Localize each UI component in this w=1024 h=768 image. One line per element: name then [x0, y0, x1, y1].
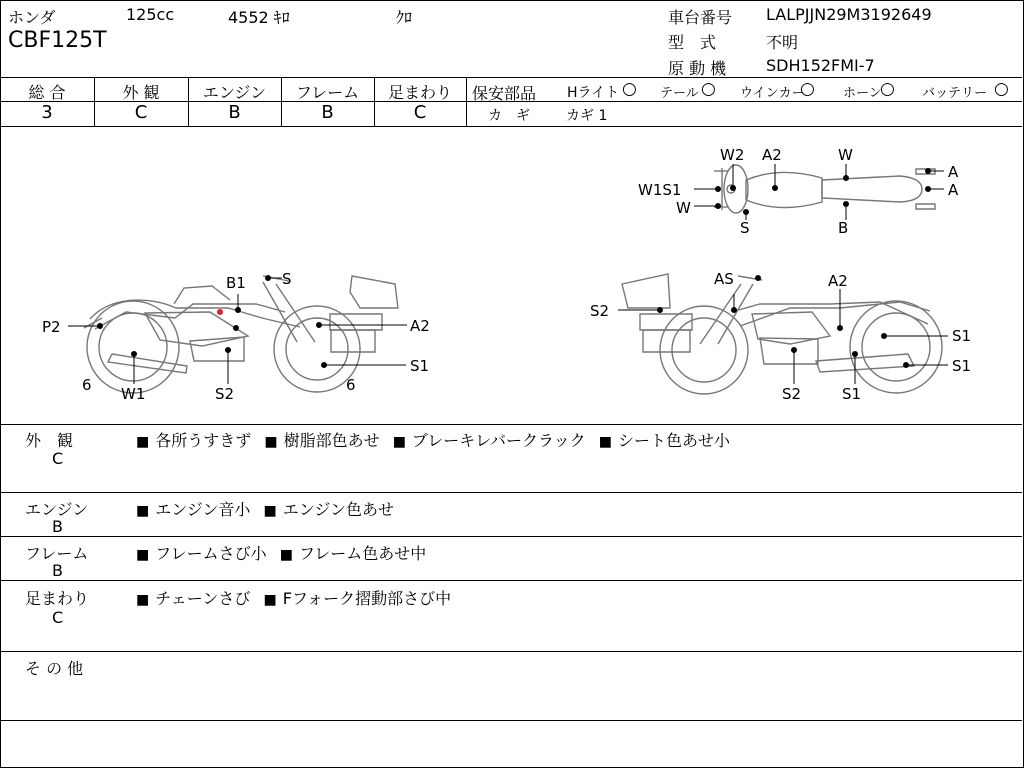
- section-frame-items: ■ フレームさび小 ■ フレーム色あせ中: [136, 544, 427, 563]
- section-engine-grade: B: [52, 517, 63, 536]
- headlight-label: Hライト: [567, 85, 620, 101]
- frame-grade: B: [321, 102, 334, 123]
- marker-lines: [68, 164, 948, 384]
- label-s2-left: S2: [215, 385, 235, 403]
- frame-no: LALPJJN29M3192649: [766, 5, 932, 24]
- engine-item-1: エンジン音小: [155, 500, 251, 519]
- headlight-status: ○: [622, 79, 637, 99]
- key-value: カギ 1: [566, 108, 608, 124]
- label-a2-top: A2: [762, 146, 782, 164]
- motorcycle-top-view: [714, 165, 935, 213]
- model-name: CBF125T: [8, 28, 107, 53]
- label-w-left: W: [676, 199, 691, 217]
- suspension-item-1: チェーンさび: [155, 589, 251, 608]
- section-exterior-items: ■ 各所うすきず ■ 樹脂部色あせ ■ ブレーキレバークラック ■ シート色あせ小: [136, 431, 731, 450]
- label-a1-top: A: [948, 163, 959, 181]
- safety-label: 保安部品: [472, 84, 537, 103]
- label-s1-left: S1: [410, 357, 430, 375]
- label-s-top: S: [740, 219, 750, 237]
- label-s1-right-a: S1: [952, 327, 972, 345]
- maker: ホンダ: [8, 8, 56, 27]
- type-value: 不明: [766, 33, 799, 52]
- label-a2b-top: A: [948, 181, 959, 199]
- label-s1-right-c: S1: [842, 385, 862, 403]
- winker-status: ○: [800, 79, 815, 99]
- frame-no-label: 車台番号: [668, 8, 733, 27]
- label-s1-right-b: S1: [952, 357, 972, 375]
- section-exterior-title: 外 観: [25, 431, 74, 450]
- suspension-grade-label: 足まわり: [387, 83, 452, 102]
- label-6b: 6: [346, 376, 356, 394]
- tail-status: ○: [701, 79, 716, 99]
- section-suspension-title: 足まわり: [25, 589, 90, 608]
- section-suspension-grade: C: [52, 608, 64, 627]
- label-b1: B1: [226, 274, 246, 292]
- section-exterior-grade: C: [52, 449, 64, 468]
- suspension-grade: C: [413, 102, 427, 123]
- label-p2: P2: [42, 318, 61, 336]
- label-w-top: W: [838, 146, 853, 164]
- label-6a: 6: [82, 376, 92, 394]
- overall-grade: 3: [41, 102, 53, 123]
- section-frame-title: フレーム: [25, 544, 89, 563]
- horn-label: ホーン: [843, 86, 882, 101]
- frame-grade-label: フレーム: [295, 83, 360, 102]
- exterior-label: 外 観: [122, 83, 160, 102]
- engine-label: 原 動 機: [668, 59, 727, 78]
- label-w2: W2: [720, 146, 745, 164]
- section-frame-grade: B: [52, 561, 63, 580]
- engine-grade-label: エンジン: [202, 83, 267, 102]
- displacement: 125cc: [126, 5, 175, 24]
- section-engine-items: ■ エンジン音小 ■ エンジン色あせ: [136, 500, 394, 519]
- label-w1s1: W1S1: [638, 181, 682, 199]
- battery-status: ○: [994, 79, 1009, 99]
- exterior-item-4: シート色あせ小: [618, 431, 731, 450]
- exterior-item-3: ブレーキレバークラック: [411, 431, 586, 450]
- label-a2-right: A2: [828, 272, 848, 290]
- suspension-item-2: Fフォーク摺動部さび中: [282, 589, 452, 608]
- winker-label: ウインカー: [740, 86, 805, 101]
- engine-value: SDH152FMI-7: [766, 56, 875, 75]
- battery-label: バッテリー: [922, 86, 988, 101]
- exterior-item-1: 各所うすきず: [155, 431, 252, 450]
- frame-item-2: フレーム色あせ中: [298, 544, 427, 563]
- section-engine-title: エンジン: [25, 500, 89, 519]
- engine-grade: B: [228, 102, 241, 123]
- frame-item-1: フレームさび小: [155, 544, 267, 563]
- label-s2-right-top: S2: [590, 302, 610, 320]
- label-as: AS: [714, 270, 734, 288]
- label-s2-right: S2: [782, 385, 802, 403]
- tail-label: テール: [660, 86, 699, 101]
- motorcycle-right-view: [622, 274, 942, 394]
- overall-label: 総 合: [28, 83, 66, 102]
- label-s-left: S: [282, 270, 292, 288]
- exterior-grade: C: [134, 102, 148, 123]
- exterior-item-2: 樹脂部色あせ: [283, 431, 380, 450]
- section-suspension-items: ■ チェーンさび ■ Fフォーク摺動部さび中: [136, 589, 452, 608]
- damage-diagram: [0, 126, 1022, 424]
- label-b-top: B: [838, 219, 849, 237]
- label-w1-left: W1: [121, 385, 146, 403]
- section-other-title: そ の 他: [25, 659, 84, 678]
- horn-status: ○: [880, 79, 895, 99]
- label-a2-left: A2: [410, 317, 430, 335]
- type-label: 型 式: [668, 33, 717, 52]
- color: ｸﾛ: [396, 8, 413, 27]
- red-marker: [217, 309, 223, 315]
- mileage: 4552 ｷﾛ: [228, 8, 290, 27]
- key-label: カ ギ: [488, 108, 530, 124]
- engine-item-2: エンジン色あせ: [282, 500, 394, 519]
